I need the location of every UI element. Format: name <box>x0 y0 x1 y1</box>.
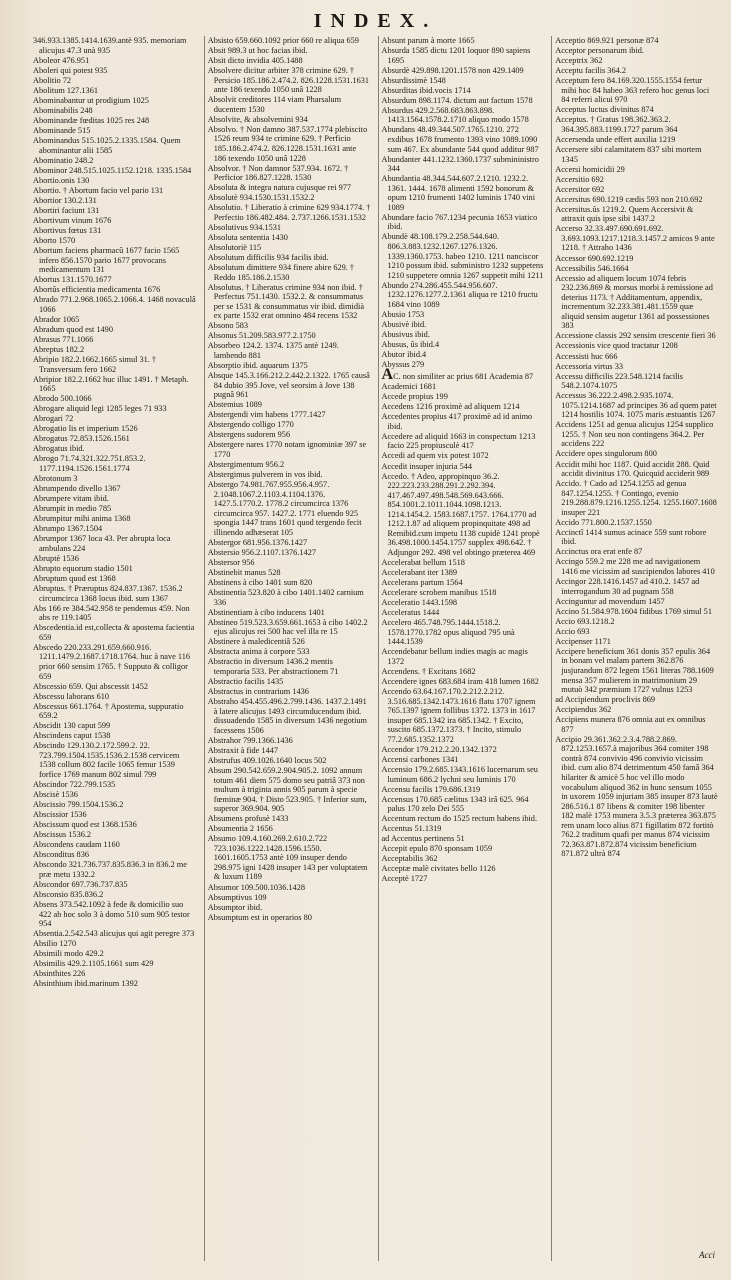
index-entry: Abrumpor 1367 loca 43. Per abrupta loca ambulans 224 <box>33 534 171 553</box>
index-entry: Abolitum 127.1361 <box>33 85 98 95</box>
index-entry: Absumo 109.4.160.269.2.610.2.722 723.1036.1222.1428.1596.1550. 1601.1605.1753 antè 109 insuper dendo 298.975 igni 1428 insuper 143 per voluptatem & luxum 1189 <box>207 834 368 882</box>
index-entry: Absurda 1585 dictu 1201 loquor 890 sapiens 1695 <box>381 46 531 65</box>
index-entry: Acceptor personarum ibid. <box>555 46 644 56</box>
index-entry: Abundo 274.286.455.544.956.607. 1232.1276.1277.2.1361 aliqua re 1210 fructu 1684 vino 1089 <box>381 280 538 309</box>
index-entry: Abominabantur ut prodigium 1025 <box>33 95 149 105</box>
index-entry: Accersitus.ûs 1219.2. Quem Accersivit & attraxit quis ipse sibi 1437.2 <box>555 204 694 224</box>
index-entry: Accedere ad aliquid 1663 in conspectum 1213 facio 225 propiusculè 417 <box>381 431 536 451</box>
index-entry: Accersitor 692 <box>555 184 605 194</box>
index-entry: Accedens 1216 proximè ad aliquem 1214 <box>381 402 520 412</box>
index-entry: Absumptor ibid. <box>207 902 263 912</box>
index-entry: Abscisè 1536 <box>33 790 78 800</box>
index-entry: Abrogari 72 <box>33 414 74 424</box>
index-entry: Abscessus 661.1764. † Apostema, suppuratio 659.2 <box>33 701 184 721</box>
index-entry: Abstersor 956 <box>207 557 255 567</box>
index-entry: Absum 290.542.659.2.904.905.2. 1092 annum totum 461 diem 575 domo seu patriâ 373 non multum à triginta annis 905 parum à specie fœminæ 904. † Disto 523.905. † Inferior sum, superor 369.904. 905 <box>207 765 367 814</box>
index-entry: Absolvere dicitur arbiter 378 crimine 629. † Persicio 185.186.2.474.2. 826.1228.1531.1631 ante 186 texendo 1050 unâ 1228 <box>207 66 370 95</box>
index-column-1 <box>30 36 200 1261</box>
index-entry: Abstinere à maledicentiâ 526 <box>207 637 305 647</box>
index-entry: Acceleratio 1443.1598 <box>381 598 458 608</box>
index-entry: Abscedo 220.233.291.659.660.916. 1211.1479.2.1687.1718.1764. huc à nave 116 prior 660 sensim 1765. † Supputo & colligor 659 <box>33 642 191 681</box>
index-entry: Absque 145.3.166.212.2.442.2.1322. 1765 causâ 84 dubio 395 Jove, vel seorsim à Jove 138 pugnâ 961 <box>207 371 370 400</box>
index-entry: Abortivum vinum 1676 <box>33 215 112 225</box>
index-entry: AC. non similiter ac prius 681 Academia 87 <box>381 366 534 384</box>
index-entry: Abstrufus 409.1026.1640 locus 502 <box>207 755 327 765</box>
index-entry: Accessisti huc 666 <box>555 351 618 361</box>
index-entry: Acceptè 1727 <box>381 874 428 884</box>
index-entry: Abundanter 441.1232.1360.1737 submininistro 344 <box>381 154 539 174</box>
index-entry: Accendebatur bellum indies magis ac magis 1372 <box>381 647 528 666</box>
index-entry: Accensus 170.685 cælitus 1343 irâ 625. 964 palus 170 zelo Dei 555 <box>381 794 529 814</box>
index-entry: Absolutum dimittere 934 finere abire 629. † Reddo 185.186.2.1530 <box>207 263 355 282</box>
index-columns <box>30 36 721 1261</box>
index-entry: Absolutivus 934.1531 <box>207 222 282 232</box>
index-entry: Accersitus 690.1219 cædis 593 non 210.692 <box>555 194 703 204</box>
index-entry: Abstractus in contrarium 1436 <box>207 687 309 697</box>
index-entry: Abstinens à cibo 1401 sum 820 <box>207 578 313 588</box>
index-entry: Accido 771.800.2.1537.1550 <box>555 517 652 527</box>
index-entry: Abs 166 re 384.542.958 te pendemus 459. Non abs re 119.1405 <box>33 603 190 623</box>
index-entry: Abusivus ibid. <box>381 329 430 339</box>
index-entry: Abortûs efficientia medicamenta 1676 <box>33 285 161 295</box>
index-entry: Abrador 1065 <box>33 314 80 324</box>
index-entry: Abstineo 519.523.3.659.661.1653 à cibo 1402.2 ejus alicujus rei 500 hac vel illa re 15 <box>207 617 368 637</box>
index-entry: Accessu difficilis 223.548.1214 facilis 548.2.1074.1075 <box>555 371 683 391</box>
index-entry: Absolvit creditores 114 viam Pharsalum ducentem 1530 <box>207 95 342 114</box>
index-entry: Acceptum fero 84.169.320.1555.1554 fertur mihi hoc 84 habeo 363 refero hoc genus loci 84 referri alicui 970 <box>555 76 710 105</box>
index-entry: Abstinentiam à cibo inducens 1401 <box>207 607 325 617</box>
index-entry: Accipenser 1171 <box>555 636 611 646</box>
index-entry: Accessibilis 546.1664 <box>555 263 629 273</box>
index-entry: Accede propius 199 <box>381 392 448 402</box>
index-entry: Absolutorië 115 <box>207 242 262 252</box>
index-entry: Absolutus. † Liberatus crimine 934 non ibid. † Perfectus 751.1430. 1532.2. & consummatus per se 1531 & consummatus vir ibid. dimidià ex parte 1532 erat omnino 484 recens 1532 <box>207 282 364 321</box>
index-entry: Abreptus 182.2 <box>33 344 85 354</box>
index-entry: Abstergendo colligo 1770 <box>207 420 294 430</box>
index-entry: Absentia.2.542.543 alicujus qui agit peregre 373 <box>33 929 195 939</box>
index-entry: Abstraxit à fide 1447 <box>207 745 279 755</box>
index-entry: Accipio 29.361.362.2.3.4.788.2.869. 872.1253.1657.à majoribus 364 comiter 198 contrà 874 convivio 496 convivio vicissim ibid. cum alio 874 detrimentum 450 famâ 364 hilariter & amicè 5 hoc vel illo modo vocabulum aliquod 362 in hunc sensum 1055 in uxorem 1059 injuriam 385 insuper 873 lautè 286.516.1 87 libens & comiter 198 libenter 182 malè 1753 munera 3.5.3 præterea 363.875 rem unam loco alius 871 figillatim 872 fortitò 762.2 traditum quafi per manus 874 vicissim 72.363.871.872.874 vicissim beneficium 871.872 ultrà 874 <box>555 734 718 859</box>
index-entry: Absit dicto invidia 405.1488 <box>207 56 303 66</box>
index-entry: Abscissum quod est 1368.1536 <box>33 820 137 830</box>
index-entry: Accensio 179.2.685.1343.1616 lucernarum seu luminum 686.2 lychni seu luminis 170 <box>381 764 538 784</box>
index-entry: Accedo. † Adeo, appropinquo 36.2. 222.223.233.288.291.2.292.394. 417.467.497.498.548.569.643.666. 854.1001.2.1011.1044.1098.1213. 1214.1454.2. 1583.1687.1757. 1764.1770 ad 1212.1.87 ad aliquem propinquitate 498 ad Remibid.cum impetu 1138 cupidè 1241 propè 36.498.1000.1454.1757 supplex 498.642. † Adjungor 292. 498 vel obtingo præterea 469 <box>381 471 540 557</box>
index-entry: Acceleratus 1444 <box>381 608 440 618</box>
index-entry: Abruptè 1536 <box>33 553 79 563</box>
index-entry: Accedit insuper injuria 544 <box>381 461 473 471</box>
index-entry: Accentus 51.1319 <box>381 824 442 834</box>
index-entry: Accersenda unde effert auxilia 1219 <box>555 134 676 144</box>
index-entry: Abusivè ibid. <box>381 319 427 329</box>
index-entry: Aboleor 476.951 <box>33 55 90 65</box>
index-entry: Abortum faciens pharmacû 1677 facio 1565 infero 856.1570 pario 1677 provocans medicamentum 131 <box>33 245 180 275</box>
index-entry: ad Accentus pertinens 51 <box>381 834 465 844</box>
index-entry: Acceptus luctus divinitus 874 <box>555 105 654 115</box>
index-entry: Abscedentia.id est,collecta & apostema facientia 659 <box>33 623 195 642</box>
index-entry: Accidere opes singulorum 800 <box>555 449 657 459</box>
index-entry: Accelerabat bellum 1518 <box>381 557 465 567</box>
index-entry: Accipere beneficium 361 donis 357 epulis 364 in bonam vel malam partem 362.876 jusjurandum 872 legem 1561 literas 788.1609 mensa 357 mulierem in matrimonium 29 mutuò 342 præmium 1727 vulnus 1253 <box>555 646 714 695</box>
index-entry: Accio 693.1218.2 <box>555 616 615 626</box>
index-entry: 346.933.1385.1414.1639.antè 935. memoriam alicujus 47.3 unà 935 <box>33 36 187 55</box>
index-entry: Abscindens caput 1538 <box>33 731 111 741</box>
index-entry: Accingor 228.1416.1457 ad 410.2. 1457 ad interrogandum 30 ad pugnam 558 <box>555 577 700 596</box>
index-entry: Abortio.onis 130 <box>33 175 90 185</box>
index-entry: Abrumpendo divello 1367 <box>33 484 121 494</box>
index-entry: Absonus 51.209.583.977.2.1750 <box>207 331 316 341</box>
index-entry: Abscondor 697.736.737.835 <box>33 879 128 889</box>
index-entry: Absolutè 934.1530.1531.1532.2 <box>207 193 315 203</box>
index-entry: Absolvo. † Non damno 387.537.1774 plebiscito 1526 reum 934 te crimine 629. † Perficio 185.186.2.474.2. 826.1228.1531.1631 ante 186 texendo 1050 unâ 1228 <box>207 124 368 163</box>
index-entry: Abradum quod est 1490 <box>33 324 113 334</box>
index-entry: Abortivus fœtus 131 <box>33 225 102 235</box>
index-entry: Accessus 36.222.2.498.2.935.1074. 1075.1214.1687 ad principes 36 ad quem patet 1214 hostilis 1074. 1075 maris æstuantis 1267 <box>555 391 717 420</box>
index-entry: Abundè 48.108.179.2.258.544.640. 806.3.883.1232.1267.1276.1326. 1339.1360.1753. habeo 1210. 1211 nanciscor 1210 possum ibid. subministro 1232 suppetens 1210 suppetere omnia 1267 suppetit mihi 1211 <box>381 232 544 280</box>
index-entry: ad Accipiendum proclivis 869 <box>555 695 656 705</box>
index-entry: Absoluta & integra natura cujusque rei 977 <box>207 183 352 193</box>
index-entry: Abstergimentum 956.2 <box>207 460 285 470</box>
index-entry: Abominor 248.515.1025.1152.1218. 1335.1584 <box>33 165 192 175</box>
index-entry: Acceptabilis 362 <box>381 854 438 864</box>
index-entry: Accidit mihi hoc 1187. Quid accidit 288. Quid accidit divinitus 170. Quicquid acciderit 989 <box>555 459 710 479</box>
index-entry: Absconditus 836 <box>33 850 90 860</box>
index-entry: Accersitio 692 <box>555 174 604 184</box>
index-entry: Abstracta anima à corpore 533 <box>207 647 310 657</box>
index-entry: Absurdum 898.1174. dictum aut factum 1578 <box>381 95 533 105</box>
index-entry: Abscessu laborans 610 <box>33 691 110 701</box>
index-entry: Abortior 130.2.131 <box>33 195 97 205</box>
index-entry: Abrotonum 3 <box>33 474 78 484</box>
index-entry: Abominabilis 248 <box>33 105 93 115</box>
index-entry: Accensi carbones 1341 <box>381 754 459 764</box>
index-entry: Accentum rectum do 1525 rectum habens ibid. <box>381 814 538 824</box>
index-entry: Accessione classis 292 sensim crescente fieri 36 <box>555 331 716 341</box>
index-entry: Accelerans partum 1564 <box>381 578 463 588</box>
index-entry: Accipiens munera 876 omnia aut ex omnibus 877 <box>555 715 706 734</box>
index-entry: Absumentia 2 1656 <box>207 824 273 834</box>
index-entry: Accinctus ora erat enfe 87 <box>555 547 643 557</box>
index-entry: Abundans 48.49.344.507.1765.1210. 272 exdibus 1678 frumento 1393 vino 1089.1090 sum 467. Ex abundante 544 quod additur 987 <box>381 125 539 154</box>
index-entry: Absolutio. † Liberatio à crimine 629 934.1774. † Perfectio 186.482.484. 2.737.1266.1531.1532 <box>207 203 371 222</box>
index-entry: Accerso 32.33.497.690.691.692. 3.693.1093.1217.1218.3.1457.2 amicos 9 ante 1218. † Attraho 1436 <box>555 224 715 253</box>
index-entry: Abortio. † Abortum facio vel pario 131 <box>33 185 164 195</box>
index-entry: Abrogatio lis et imperium 1526 <box>33 424 138 434</box>
index-entry: Acceptæ malè civitates bello 1126 <box>381 864 496 874</box>
index-entry: Abscessio 659. Qui abscessit 1452 <box>33 681 148 691</box>
index-entry: Absono 583 <box>207 321 249 331</box>
index-entry: Abscindo 129.130.2.172.599.2. 22. 723.799.1504.1535.1536.2.1538 cervicem 1538 collum 802 facile 1065 femur 1539 forfice 1769 manum 802 simul 799 <box>33 741 180 779</box>
index-entry: Abstinebit manus 528 <box>207 568 281 578</box>
index-entry: Absumor 109.500.1036.1428 <box>207 882 306 892</box>
index-entry: Abominande 515 <box>33 125 91 135</box>
index-entry: Absolvite, & absolvemini 934 <box>207 114 308 124</box>
index-entry: Abstergimus pulverem in vos ibid. <box>207 470 323 480</box>
index-entry: Abscissus 1536.2 <box>33 830 92 840</box>
index-entry: Accendo 63.64.167.170.2.212.2.212. 3.516.685.1342.1473.1616 flatu 1707 ignem 765.1397 ignem follibus 1372. 1373 in 1617 insuper 685.1342 ira 685.1342. † Excito, suscito 685.1372.1373. † Incito, stimulo 77.2.685.1352.1372 <box>381 687 536 744</box>
index-entry: Accelero 465.748.795.1444.1518.2. 1578.1770.1782 opus aliquod 795 unà 1444.1539 <box>381 618 515 647</box>
index-entry: Abundantia 48.344.544.607.2.1210. 1232.2. 1361. 1444. 1678 alimenti 1592 bonorum & opum 1210 frumenti 1402 luminis 1740 vini 1089 <box>381 174 535 212</box>
index-entry: Academici 1681 <box>381 382 437 392</box>
catchword: Acci <box>699 1250 715 1260</box>
index-entry: Abscissior 1536 <box>33 810 87 820</box>
index-entry: Abrodo 500.1066 <box>33 394 92 404</box>
index-entry: Acceptu facilis 364.2 <box>555 66 626 76</box>
index-entry: Accingo 559.2 me 228 me ad navigationem 1416 me vicissim ad suscipiendos labores 410 <box>555 557 715 577</box>
index-entry: Accido. † Cado ad 1254.1255 ad genua 847.1254.1255. † Contingo, evenio 219.288.879.1216.1255.1254. 1255.1607.1608 insuper 221 <box>555 479 717 517</box>
index-entry: Accersere sibi calamitatem 837 sibi mortem 1345 <box>555 145 702 164</box>
index-entry: Accino 51.584.978.1604 fidibus 1769 simul 51 <box>555 606 712 616</box>
index-entry: Accinguntur ad movendum 1457 <box>555 596 665 606</box>
index-entry: Accipiendus 362 <box>555 705 612 715</box>
index-entry: Accessoria virtus 33 <box>555 361 623 371</box>
index-entry: Absens 373.542.1092 à fede & domicilio suo 422 ab hoc solo 3 à domo 510 sum 905 testor 954 <box>33 900 190 929</box>
index-entry: Aboleri qui potest 935 <box>33 65 108 75</box>
index-entry: Accepit epulo 870 sponsam 1059 <box>381 844 493 854</box>
index-entry: Absurditas ibid.vocis 1714 <box>381 85 471 95</box>
index-entry: Accelerare scrobem manibus 1518 <box>381 588 497 598</box>
index-entry: Accendens. † Excitans 1682 <box>381 667 476 676</box>
index-entry: Abyssus 279 <box>381 360 425 370</box>
index-entry: Absinthium ibid.marinum 1392 <box>33 979 138 989</box>
index-entry: Abrumpo 1367.1504 <box>33 524 103 534</box>
index-entry: Abrasus 771.1066 <box>33 334 94 344</box>
index-entry: Absconsio 835.836.2 <box>33 890 104 900</box>
index-entry: Abstractio in diversum 1436.2 mentis temporaria 533. Per abstractionem 71 <box>207 657 339 676</box>
index-entry: Absimili modo 429.2 <box>33 949 104 959</box>
index-entry: Abstergor 681.956.1376.1427 <box>207 537 308 547</box>
index-entry: Absurdissimè 1548 <box>381 75 446 85</box>
index-entry: Abrado 771.2.968.1065.2.1066.4. 1468 novaculâ 1066 <box>33 295 196 314</box>
index-entry: Abscondo 321.736.737.835.836.3 in 836.2 me præ metu 1332.2 <box>33 860 187 879</box>
index-entry: Accinctî 1414 sumus acinace 559 sunt robore ibid. <box>555 527 707 547</box>
index-entry: Acceptrix 362 <box>555 56 603 66</box>
index-entry: Abusio 1753 <box>381 309 425 319</box>
index-entry: Absinthites 226 <box>33 969 86 979</box>
index-entry: Accessionis vice quod tractatur 1208 <box>555 341 678 351</box>
index-entry: Abscindor 722.799.1535 <box>33 780 116 790</box>
index-entry: Absilio 1270 <box>33 939 77 949</box>
index-entry: Acceptus. † Gratus 198.362.363.2. 364.395.883.1199.1727 parum 364 <box>555 115 678 134</box>
index-entry: Accidens 1251 ad genua alicujus 1254 supplico 1255. † Non seu non contingens 364.2. Per accidens 222 <box>555 420 714 449</box>
index-entry: Abrupto equorum stadio 1501 <box>33 563 133 573</box>
index-entry: Abstersio 956.2.1107.1376.1427 <box>207 547 316 557</box>
index-entry: Absoluta sententia 1430 <box>207 232 288 242</box>
index-entry: Absolvor. † Non damnor 537.934. 1672. † Perficior 186.827.1228. 1530 <box>207 163 349 183</box>
index-entry: Abstergens sudorem 956 <box>207 430 291 440</box>
index-entry: Absit 989.3 ut hoc facias ibid. <box>207 46 308 56</box>
index-entry: Abutor ibid.4 <box>381 350 427 359</box>
index-entry: Acceptio 869.921 personæ 874 <box>555 36 659 45</box>
index-entry: Abrumpitur mihi anima 1368 <box>33 514 131 524</box>
index-entry: Absurdè 429.898.1201.1578 non 429.1409 <box>381 65 524 75</box>
index-entry: Accio 693 <box>555 626 590 636</box>
index-entry: Abrumpere vitam ibid. <box>33 494 109 504</box>
index-entry: Abstergere nares 1770 notam ignominiæ 397 se 1770 <box>207 440 367 459</box>
index-entry: Abortiri faciunt 131 <box>33 205 100 215</box>
index-entry: Aborto 1570 <box>33 235 76 245</box>
index-column-4 <box>551 36 721 1261</box>
index-entry: Accensu facilis 179.686.1319 <box>381 784 481 794</box>
index-entry: Abominatio 248.2 <box>33 155 94 165</box>
index-entry: Abruptum quod est 1368 <box>33 574 116 584</box>
index-entry: Absurdus 429.2.568.683.863.898. 1413.1564.1578.2.1710 aliquo modo 1578 <box>381 105 529 125</box>
index-entry: Abstraho 454.455.496.2.799.1436. 1437.2.1491 à latere alicujus 1493 circumducendum ibid. dissuadendo 1585 in diversum 1436 negotium facessens 1506 <box>207 697 367 735</box>
index-entry: Accendere ignes 683.684 iram 418 lumen 1682 <box>381 677 539 687</box>
index-entry: Abundare facio 767.1234 pecunia 1653 viatico ibid. <box>381 212 538 232</box>
index-entry: Abstergendi vim habens 1777.1427 <box>207 410 326 420</box>
index-entry: Abrumpit in medio 785 <box>33 504 112 514</box>
index-entry: Accessio ad aliquem locum 1074 febris 232.236.869 & morsus morbi à remissione ad deterius 1173. † Additamentum, appendix, incrementum 32.233.381.481.1559 quæ aliquid sensim augetur 1361 ad possessiones 383 <box>555 273 713 331</box>
index-entry: Abrogo 71.74.321.322.751.853.2. 1177.1194.1526.1561.1774 <box>33 454 146 474</box>
index-entry: Abstrahor 799.1366.1436 <box>207 735 293 745</box>
index-entry: Abstergo 74.981.767.955.956.4.957. 2.1048.1067.2.1103.4.1104.1376. 1427.5.1770.2. 1778.2 circumcirca 1376 circumcirca 957. 1427.2. 1771 eluendo 925 spongia 1447 trans 1601 quod tergendo fecit illinendo adhæserat 105 <box>207 480 362 537</box>
index-entry: Accersi homicidii 29 <box>555 164 625 174</box>
index-entry: Abripio 182.2.1662.1665 simul 31. † Transversum fero 1662 <box>33 355 157 374</box>
index-entry: Abusus, ûs ibid.4 <box>381 339 440 349</box>
page-title: INDEX. <box>313 10 438 32</box>
index-column-2 <box>204 36 374 1261</box>
index-entry: Abripior 182.2.1662 huc illuc 1491. † Metaph. 1665 <box>33 374 189 394</box>
index-entry: Abscidit 130 caput 599 <box>33 721 111 731</box>
index-entry: Absorptio ibid. aquarum 1375 <box>207 361 308 371</box>
index-column-3 <box>378 36 548 1261</box>
index-entry: Abscissio 799.1504.1536.2 <box>33 800 124 810</box>
index-entry: Abolitio 72 <box>33 75 72 85</box>
index-entry: Abstractio facilis 1435 <box>207 677 284 687</box>
index-entry: Absunt parum à morte 1665 <box>381 36 475 45</box>
index-entry: Accessor 690.692.1219 <box>555 253 634 263</box>
index-entry: Absimilis 429.2.1105.1661 sum 429 <box>33 959 154 969</box>
index-entry: Abrogatus 72.853.1526.1561 <box>33 434 130 444</box>
index-entry: Absisto 659.660.1092 prior 660 re aliqua 659 <box>207 36 359 45</box>
index-entry: Absumptum est in operarios 80 <box>207 912 312 922</box>
index-entry: Abrogatus ibid. <box>33 444 85 454</box>
index-entry: Abstemius 1089 <box>207 400 262 410</box>
index-entry: Accendor 179.212.2.20.1342.1372 <box>381 744 497 754</box>
index-entry: Absumens profusè 1433 <box>207 814 289 824</box>
index-entry: Abortus 131.1570.1677 <box>33 275 112 285</box>
index-entry: Abominandus 515.1025.2.1335.1584. Quem abominantur alii 1585 <box>33 135 181 155</box>
index-entry: Absumptivus 109 <box>207 892 267 902</box>
index-entry: Accedi ad quem vix potest 1072 <box>381 451 489 461</box>
index-entry: Abscondens caudam 1160 <box>33 840 120 850</box>
index-entry: Abominandæ fœditas 1025 res 248 <box>33 115 150 125</box>
index-entry: Absolutum difficilis 934 facilis ibid. <box>207 253 329 263</box>
index-entry: Abruptus. † Præruptus 824.837.1367. 1536.2 circumcirca 1368 locus ibid. sum 1367 <box>33 584 183 603</box>
index-entry: Accedentes propius 417 proximè ad id animo ibid. <box>381 412 533 431</box>
index-entry: Accelerabant iter 1389 <box>381 568 458 578</box>
index-entry: Abrogare aliquid legi 1285 leges 71 933 <box>33 404 167 414</box>
index-entry: Abstinentia 523.820 à cibo 1401.1402 carnium 336 <box>207 588 364 607</box>
index-entry: Absorbeo 124.2. 1374. 1375 antè 1249. lambendo 881 <box>207 341 339 360</box>
